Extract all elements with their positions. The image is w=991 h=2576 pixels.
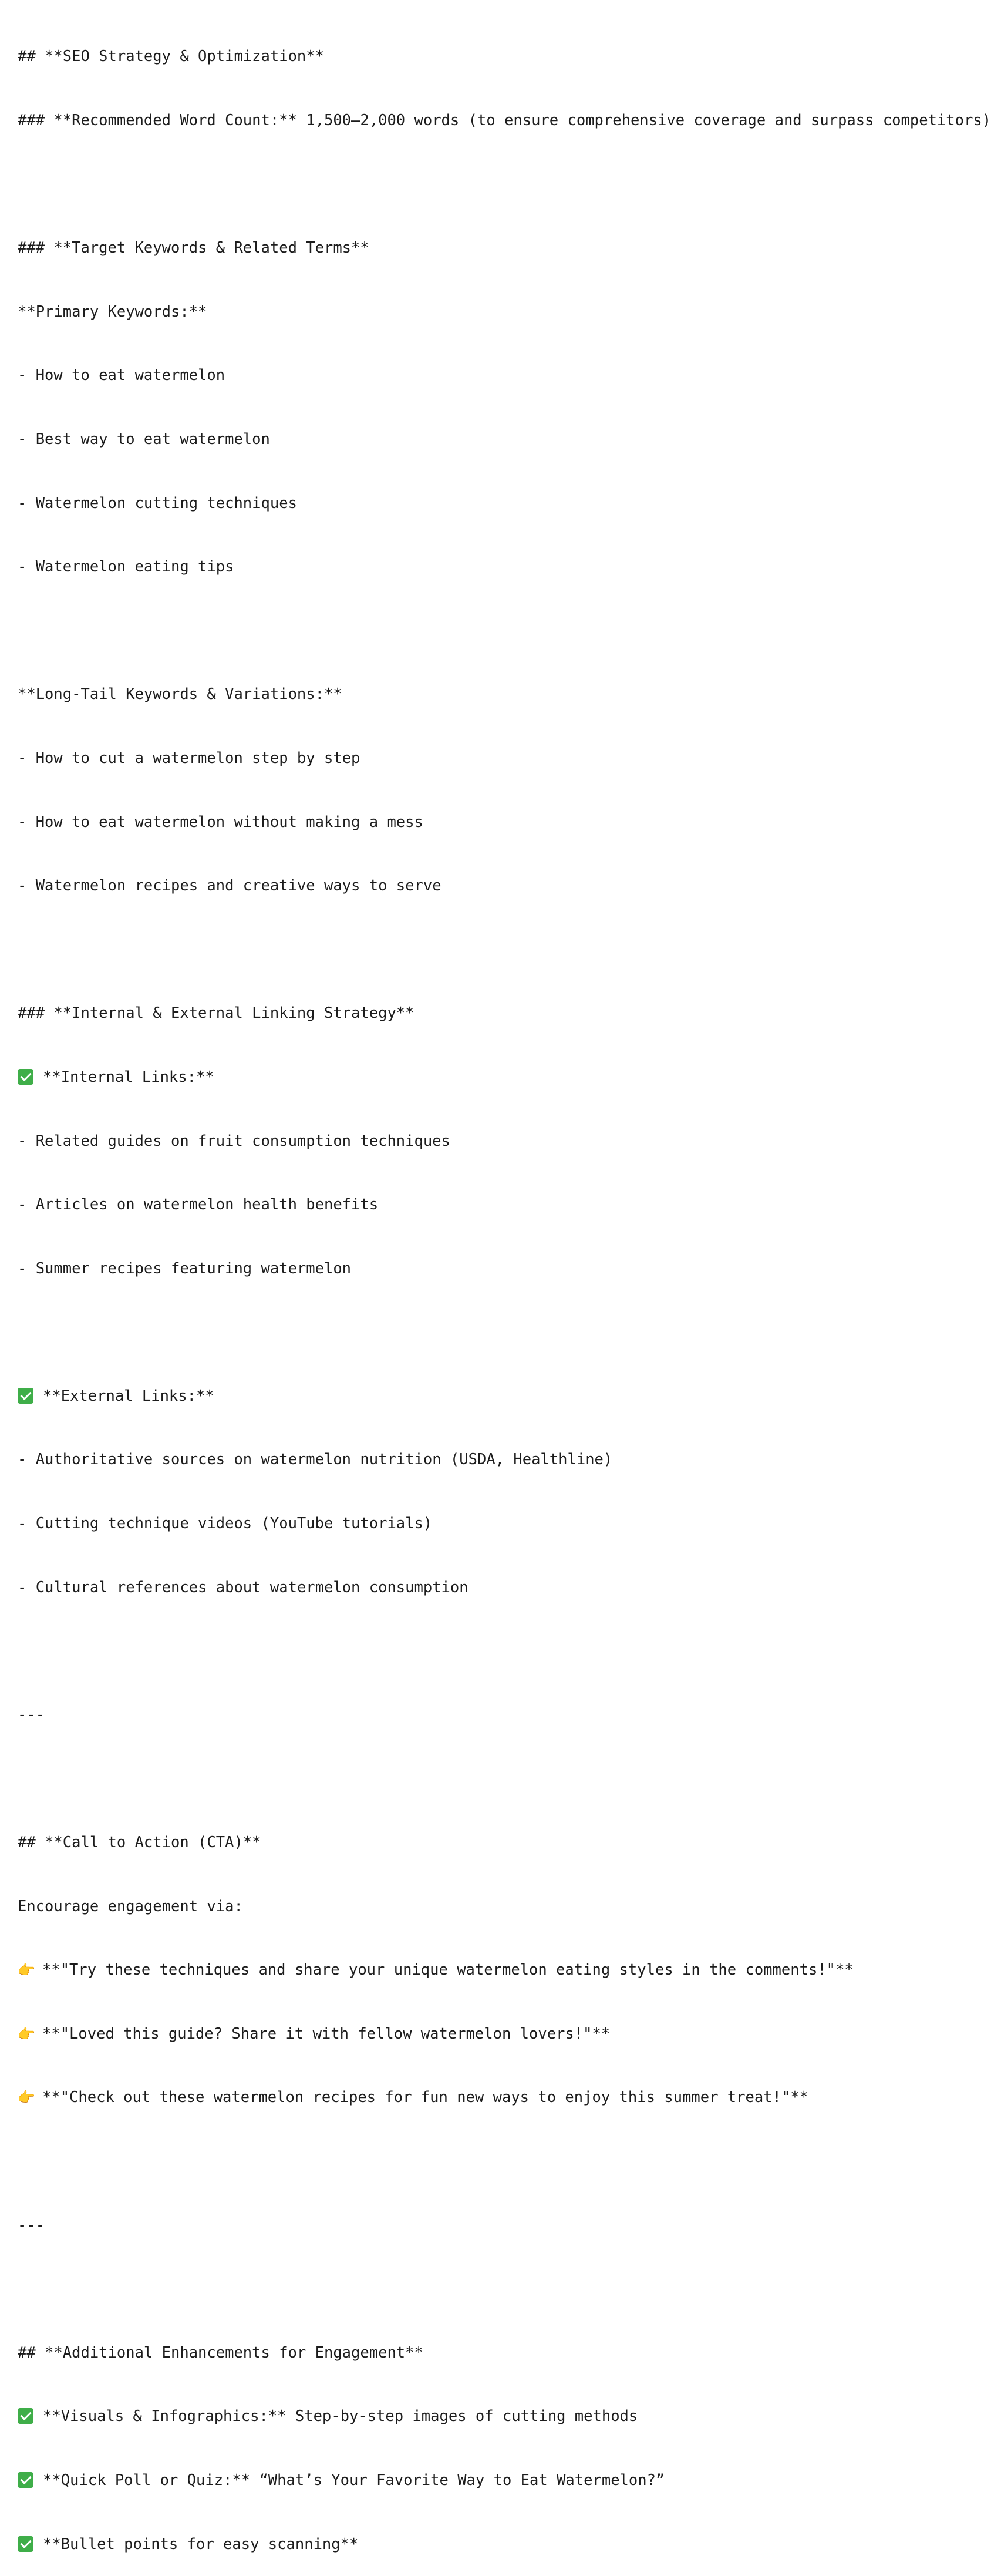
check-mark-icon <box>18 2408 33 2424</box>
pointing-right-icon: 👉 <box>18 2025 35 2042</box>
heading-linking-strategy: ### **Internal & External Linking Strategy** <box>18 1004 414 1023</box>
list-item: - Watermelon cutting techniques <box>18 494 297 512</box>
heading-additional-enhancements: ## **Additional Enhancements for Engagement** <box>18 2343 423 2362</box>
enhancement-item-text: **Bullet points for easy scanning** <box>43 2535 359 2553</box>
list-item: - Watermelon recipes and creative ways to serve <box>18 877 441 895</box>
label-internal-links <box>18 1067 969 1088</box>
cta-item-text: **"Loved this guide? Share it with fellow watermelon lovers!"** <box>42 2025 611 2043</box>
list-item: - Authoritative sources on watermelon nutrition (USDA, Healthline) <box>18 1451 613 1469</box>
blank-line <box>18 939 969 960</box>
enhancement-item <box>18 2406 969 2427</box>
enhancement-item <box>18 2470 969 2491</box>
blank-line <box>18 1640 969 1662</box>
enhancement-item-text: **Visuals & Infographics:** Step-by-step images of cutting methods <box>43 2407 638 2426</box>
label-internal-links-text: **Internal Links:** <box>43 1068 214 1086</box>
blank-line <box>18 2151 969 2172</box>
list-item: - Best way to eat watermelon <box>18 430 270 448</box>
cta-item <box>18 1959 969 1980</box>
blank-line <box>18 1768 969 1789</box>
enhancement-item-text: **Quick Poll or Quiz:** “What’s Your Favorite Way to Eat Watermelon?” <box>43 2471 665 2489</box>
pointing-right-icon: 👉 <box>18 1962 35 1979</box>
list-item: - How to eat watermelon without making a mess <box>18 813 423 831</box>
list-item: - Cultural references about watermelon consumption <box>18 1578 468 1596</box>
check-mark-icon <box>18 2536 33 2552</box>
list-item: - Cutting technique videos (YouTube tutorials) <box>18 1515 433 1533</box>
heading-seo-strategy: ## **SEO Strategy & Optimization** <box>18 48 324 66</box>
blank-line <box>18 174 969 195</box>
label-external-links <box>18 1385 969 1407</box>
cta-intro: Encourage engagement via: <box>18 1897 243 1915</box>
check-mark-icon <box>18 1388 33 1404</box>
heading-target-keywords: ### **Target Keywords & Related Terms** <box>18 239 369 257</box>
list-item: - Watermelon eating tips <box>18 558 234 576</box>
label-primary-keywords: **Primary Keywords:** <box>18 302 207 321</box>
list-item: - How to cut a watermelon step by step <box>18 749 360 767</box>
check-mark-icon <box>18 2472 33 2488</box>
markdown-document <box>18 4 991 2576</box>
list-item: - Articles on watermelon health benefits <box>18 1196 379 1214</box>
cta-item-text: **"Check out these watermelon recipes for fun new ways to enjoy this summer treat!"** <box>42 2089 808 2107</box>
enhancement-item <box>18 2534 969 2555</box>
label-external-links-text: **External Links:** <box>43 1387 214 1405</box>
check-mark-icon <box>18 1069 33 1085</box>
pointing-right-icon: 👉 <box>18 2089 35 2106</box>
blank-line <box>18 620 969 641</box>
horizontal-rule: --- <box>18 2216 45 2234</box>
heading-word-count: ### **Recommended Word Count:** 1,500–2,000 words (to ensure comprehensive coverage and surpass competitors) <box>18 112 991 129</box>
cta-item <box>18 2023 969 2044</box>
list-item: - How to eat watermelon <box>18 366 225 385</box>
cta-item <box>18 2087 969 2108</box>
label-long-tail-keywords: **Long-Tail Keywords & Variations:** <box>18 685 342 704</box>
heading-call-to-action: ## **Call to Action (CTA)** <box>18 1834 261 1852</box>
blank-line <box>18 1321 969 1343</box>
list-item: - Related guides on fruit consumption techniques <box>18 1132 450 1150</box>
blank-line <box>18 2278 969 2299</box>
cta-item-text: **"Try these techniques and share your unique watermelon eating styles in the comments!"** <box>42 1961 854 1979</box>
list-item: - Summer recipes featuring watermelon <box>18 1259 352 1277</box>
horizontal-rule: --- <box>18 1706 45 1724</box>
